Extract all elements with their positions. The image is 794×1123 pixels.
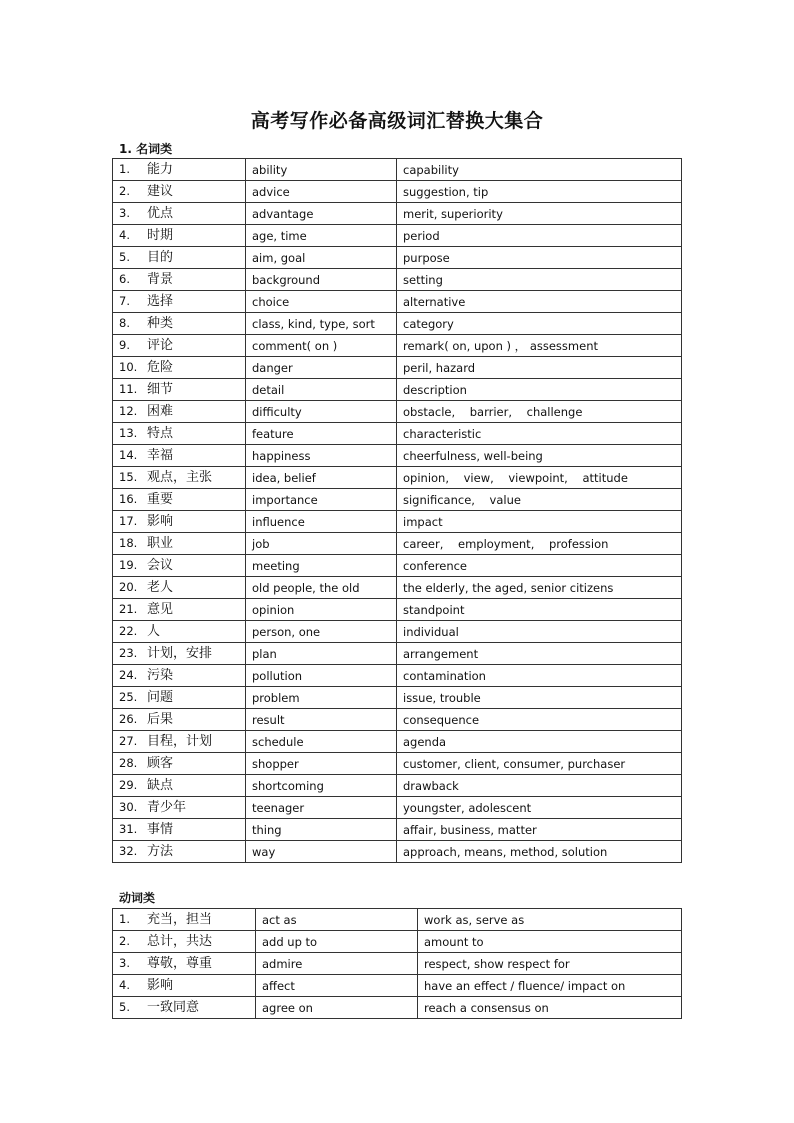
advanced-word-cell: cheerfulness, well-being: [397, 445, 682, 467]
chinese-term: 青少年: [147, 800, 187, 815]
chinese-term: 细节: [147, 382, 174, 397]
basic-word-cell: shopper: [246, 753, 397, 775]
chinese-term: 困难: [147, 404, 174, 419]
advanced-word-cell: merit, superiority: [397, 203, 682, 225]
table-row: [113, 643, 682, 665]
table-row: [113, 687, 682, 709]
basic-word-cell: way: [246, 841, 397, 863]
advanced-word-cell: significance, value: [397, 489, 682, 511]
table-row: [113, 225, 682, 247]
chinese-term-cell: [113, 247, 246, 269]
row-number: 6.: [119, 272, 130, 286]
basic-word-cell: job: [246, 533, 397, 555]
chinese-term: 时期: [147, 228, 174, 243]
table-row: [113, 577, 682, 599]
basic-word-cell: importance: [246, 489, 397, 511]
basic-word-cell: advantage: [246, 203, 397, 225]
nouns-section-heading: 1. 名词类: [119, 142, 173, 156]
row-number: 19.: [119, 558, 138, 572]
chinese-term-cell: [113, 291, 246, 313]
table-row: [113, 467, 682, 489]
chinese-term-cell: [113, 931, 256, 953]
table-row: [113, 555, 682, 577]
basic-word-cell: plan: [246, 643, 397, 665]
chinese-term-cell: [113, 819, 246, 841]
row-number: 22.: [119, 624, 138, 638]
basic-word-cell: happiness: [246, 445, 397, 467]
advanced-word-cell: consequence: [397, 709, 682, 731]
chinese-term: 危险: [147, 360, 174, 375]
table-row: [113, 159, 682, 181]
table-row: [113, 753, 682, 775]
chinese-term-cell: [113, 775, 246, 797]
chinese-term: 优点: [147, 206, 174, 221]
chinese-term: 计划，安排: [147, 646, 213, 661]
chinese-term: 缺点: [147, 778, 174, 793]
row-number: 27.: [119, 734, 138, 748]
table-row: [113, 533, 682, 555]
chinese-term-cell: [113, 997, 256, 1019]
chinese-term-cell: [113, 665, 246, 687]
chinese-term: 幸福: [147, 448, 174, 463]
chinese-term-cell: [113, 953, 256, 975]
chinese-term-cell: [113, 401, 246, 423]
chinese-term: 目的: [147, 250, 174, 265]
advanced-word-cell: capability: [397, 159, 682, 181]
chinese-term-cell: [113, 313, 246, 335]
chinese-term: 影响: [147, 978, 174, 993]
chinese-term-cell: [113, 159, 246, 181]
advanced-word-cell: description: [397, 379, 682, 401]
chinese-term-cell: [113, 797, 246, 819]
advanced-word-cell: alternative: [397, 291, 682, 313]
basic-word-cell: result: [246, 709, 397, 731]
row-number: 1.: [119, 912, 130, 926]
advanced-word-cell: approach, means, method, solution: [397, 841, 682, 863]
basic-word-cell: shortcoming: [246, 775, 397, 797]
chinese-term: 总计，共达: [147, 934, 213, 949]
basic-word-cell: detail: [246, 379, 397, 401]
table-row: [113, 953, 682, 975]
table-row: [113, 313, 682, 335]
chinese-term: 后果: [147, 712, 174, 727]
basic-word-cell: person, one: [246, 621, 397, 643]
basic-word-cell: old people, the old: [246, 577, 397, 599]
chinese-term: 污染: [147, 668, 174, 683]
chinese-term-cell: [113, 621, 246, 643]
chinese-term: 目程，计划: [147, 734, 213, 749]
advanced-word-cell: purpose: [397, 247, 682, 269]
basic-word-cell: difficulty: [246, 401, 397, 423]
row-number: 28.: [119, 756, 138, 770]
chinese-term-cell: [113, 379, 246, 401]
chinese-term-cell: [113, 753, 246, 775]
advanced-word-cell: career, employment, profession: [397, 533, 682, 555]
table-row: [113, 423, 682, 445]
chinese-term-cell: [113, 489, 246, 511]
chinese-term: 职业: [147, 536, 174, 551]
chinese-term-cell: [113, 511, 246, 533]
basic-word-cell: affect: [256, 975, 418, 997]
row-number: 15.: [119, 470, 138, 484]
chinese-term-cell: [113, 643, 246, 665]
chinese-term-cell: [113, 181, 246, 203]
basic-word-cell: advice: [246, 181, 397, 203]
advanced-word-cell: peril, hazard: [397, 357, 682, 379]
advanced-word-cell: contamination: [397, 665, 682, 687]
row-number: 4.: [119, 978, 130, 992]
advanced-word-cell: affair, business, matter: [397, 819, 682, 841]
row-number: 10.: [119, 360, 138, 374]
table-row: [113, 731, 682, 753]
chinese-term: 特点: [147, 426, 174, 441]
table-row: [113, 819, 682, 841]
table-row: [113, 269, 682, 291]
table-row: [113, 489, 682, 511]
basic-word-cell: pollution: [246, 665, 397, 687]
chinese-term: 评论: [147, 338, 174, 353]
table-row: [113, 181, 682, 203]
chinese-term: 人: [147, 624, 161, 639]
table-row: [113, 775, 682, 797]
basic-word-cell: admire: [256, 953, 418, 975]
row-number: 23.: [119, 646, 138, 660]
advanced-word-cell: opinion, view, viewpoint, attitude: [397, 467, 682, 489]
chinese-term: 事情: [147, 822, 174, 837]
chinese-term-cell: [113, 709, 246, 731]
advanced-word-cell: drawback: [397, 775, 682, 797]
advanced-word-cell: remark( on, upon ) ， assessment: [397, 335, 682, 357]
advanced-word-cell: reach a consensus on: [418, 997, 682, 1019]
row-number: 2.: [119, 934, 130, 948]
basic-word-cell: comment( on ): [246, 335, 397, 357]
row-number: 16.: [119, 492, 138, 506]
row-number: 1.: [119, 162, 130, 176]
table-row: [113, 247, 682, 269]
row-number: 13.: [119, 426, 138, 440]
basic-word-cell: add up to: [256, 931, 418, 953]
table-row: [113, 621, 682, 643]
chinese-term: 重要: [147, 492, 174, 507]
chinese-term: 方法: [147, 844, 174, 859]
table-row: [113, 909, 682, 931]
basic-word-cell: agree on: [256, 997, 418, 1019]
basic-word-cell: class, kind, type, sort: [246, 313, 397, 335]
chinese-term: 会议: [147, 558, 174, 573]
advanced-word-cell: amount to: [418, 931, 682, 953]
chinese-term-cell: [113, 445, 246, 467]
table-row: [113, 445, 682, 467]
row-number: 5.: [119, 1000, 130, 1014]
table-row: [113, 291, 682, 313]
basic-word-cell: meeting: [246, 555, 397, 577]
table-row: [113, 797, 682, 819]
table-row: [113, 335, 682, 357]
chinese-term-cell: [113, 731, 246, 753]
row-number: 7.: [119, 294, 130, 308]
chinese-term-cell: [113, 687, 246, 709]
basic-word-cell: schedule: [246, 731, 397, 753]
document-title: 高考写作必备高级词汇替换大集合: [250, 110, 544, 132]
advanced-word-cell: individual: [397, 621, 682, 643]
chinese-term-cell: [113, 599, 246, 621]
advanced-word-cell: standpoint: [397, 599, 682, 621]
advanced-word-cell: youngster, adolescent: [397, 797, 682, 819]
advanced-word-cell: arrangement: [397, 643, 682, 665]
chinese-term-cell: [113, 909, 256, 931]
basic-word-cell: idea, belief: [246, 467, 397, 489]
advanced-word-cell: suggestion, tip: [397, 181, 682, 203]
row-number: 25.: [119, 690, 138, 704]
chinese-term-cell: [113, 203, 246, 225]
row-number: 2.: [119, 184, 130, 198]
chinese-term: 能力: [147, 162, 174, 177]
chinese-term: 问题: [147, 690, 174, 705]
basic-word-cell: influence: [246, 511, 397, 533]
table-row: [113, 511, 682, 533]
chinese-term: 建议: [147, 184, 174, 199]
advanced-word-cell: characteristic: [397, 423, 682, 445]
chinese-term-cell: [113, 577, 246, 599]
chinese-term: 背景: [147, 272, 174, 287]
advanced-word-cell: setting: [397, 269, 682, 291]
advanced-word-cell: agenda: [397, 731, 682, 753]
row-number: 24.: [119, 668, 138, 682]
basic-word-cell: aim, goal: [246, 247, 397, 269]
row-number: 8.: [119, 316, 130, 330]
advanced-word-cell: work as, serve as: [418, 909, 682, 931]
row-number: 26.: [119, 712, 138, 726]
advanced-word-cell: customer, client, consumer, purchaser: [397, 753, 682, 775]
verbs-table-body: [113, 909, 682, 1019]
row-number: 12.: [119, 404, 138, 418]
basic-word-cell: danger: [246, 357, 397, 379]
basic-word-cell: background: [246, 269, 397, 291]
basic-word-cell: choice: [246, 291, 397, 313]
row-number: 21.: [119, 602, 138, 616]
table-row: [113, 203, 682, 225]
row-number: 3.: [119, 206, 130, 220]
chinese-term-cell: [113, 335, 246, 357]
verbs-table: [112, 908, 682, 1019]
chinese-term-cell: [113, 533, 246, 555]
chinese-term: 意见: [147, 602, 174, 617]
nouns-table: [112, 158, 682, 863]
row-number: 4.: [119, 228, 130, 242]
table-row: [113, 975, 682, 997]
chinese-term-cell: [113, 555, 246, 577]
chinese-term: 尊敬，尊重: [147, 956, 213, 971]
basic-word-cell: opinion: [246, 599, 397, 621]
basic-word-cell: ability: [246, 159, 397, 181]
chinese-term: 影响: [147, 514, 174, 529]
row-number: 11.: [119, 382, 138, 396]
chinese-term-cell: [113, 423, 246, 445]
chinese-term: 老人: [147, 580, 174, 595]
chinese-term-cell: [113, 225, 246, 247]
row-number: 9.: [119, 338, 130, 352]
advanced-word-cell: period: [397, 225, 682, 247]
row-number: 31.: [119, 822, 138, 836]
row-number: 29.: [119, 778, 138, 792]
chinese-term: 顾客: [147, 756, 174, 771]
table-row: [113, 841, 682, 863]
row-number: 14.: [119, 448, 138, 462]
row-number: 18.: [119, 536, 138, 550]
chinese-term-cell: [113, 269, 246, 291]
advanced-word-cell: conference: [397, 555, 682, 577]
advanced-word-cell: issue, trouble: [397, 687, 682, 709]
advanced-word-cell: the elderly, the aged, senior citizens: [397, 577, 682, 599]
chinese-term-cell: [113, 841, 246, 863]
table-row: [113, 357, 682, 379]
chinese-term: 选择: [147, 294, 174, 309]
advanced-word-cell: respect, show respect for: [418, 953, 682, 975]
chinese-term: 充当，担当: [147, 912, 213, 927]
basic-word-cell: teenager: [246, 797, 397, 819]
basic-word-cell: problem: [246, 687, 397, 709]
chinese-term: 观点，主张: [147, 470, 213, 485]
table-row: [113, 709, 682, 731]
advanced-word-cell: impact: [397, 511, 682, 533]
row-number: 3.: [119, 956, 130, 970]
chinese-term: 种类: [147, 316, 174, 331]
advanced-word-cell: obstacle, barrier, challenge: [397, 401, 682, 423]
basic-word-cell: thing: [246, 819, 397, 841]
basic-word-cell: act as: [256, 909, 418, 931]
table-row: [113, 665, 682, 687]
row-number: 30.: [119, 800, 138, 814]
row-number: 17.: [119, 514, 138, 528]
table-row: [113, 379, 682, 401]
chinese-term: 一致同意: [147, 1000, 200, 1015]
table-row: [113, 599, 682, 621]
table-row: [113, 997, 682, 1019]
chinese-term-cell: [113, 467, 246, 489]
basic-word-cell: age, time: [246, 225, 397, 247]
chinese-term-cell: [113, 357, 246, 379]
nouns-table-body: [113, 159, 682, 863]
advanced-word-cell: category: [397, 313, 682, 335]
verbs-section-heading: 动词类: [119, 891, 156, 905]
row-number: 32.: [119, 844, 138, 858]
basic-word-cell: feature: [246, 423, 397, 445]
advanced-word-cell: have an effect / fluence/ impact on: [418, 975, 682, 997]
row-number: 20.: [119, 580, 138, 594]
table-row: [113, 931, 682, 953]
row-number: 5.: [119, 250, 130, 264]
chinese-term-cell: [113, 975, 256, 997]
table-row: [113, 401, 682, 423]
